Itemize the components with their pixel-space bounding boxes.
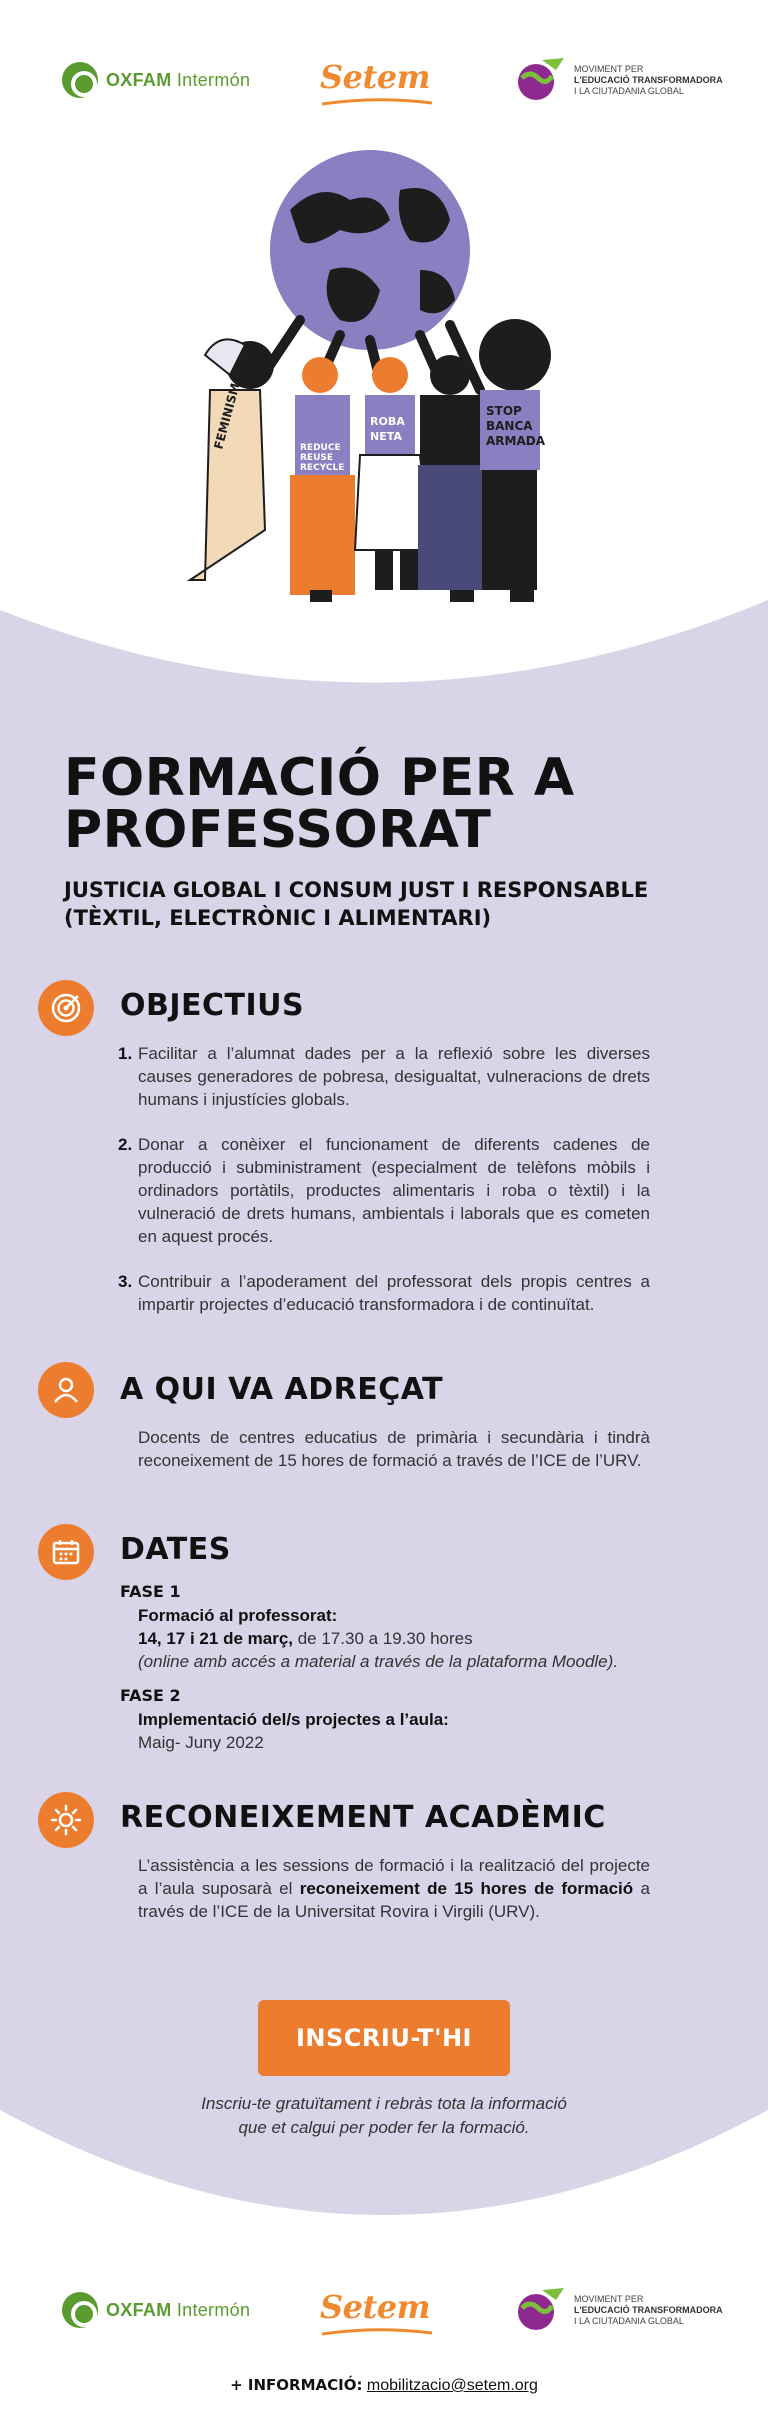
oxfam-icon xyxy=(62,62,98,98)
movement-globe-icon xyxy=(512,2286,568,2334)
sign-recycle: RECYCLE xyxy=(300,463,345,473)
badge-icon xyxy=(38,1792,94,1848)
page-title: FORMACIÓ PER A PROFESSORAT xyxy=(64,748,575,860)
movement-logo[interactable]: MOVIMENT PER L'EDUCACIÓ TRANSFORMADORA I LA CIUTADANIA GLOBAL xyxy=(512,2286,724,2334)
setem-logo[interactable]: Setem xyxy=(320,2288,430,2326)
page-subtitle: JUSTICIA GLOBAL I CONSUM JUST I RESPONSABLE (TÈXTIL, ELECTRÒNIC I ALIMENTARI) xyxy=(64,878,649,930)
signup-button[interactable]: INSCRIU-T'HI xyxy=(258,2000,510,2076)
person-icon xyxy=(38,1362,94,1418)
target-icon xyxy=(38,980,94,1036)
setem-logo[interactable]: Setem xyxy=(320,58,430,96)
recognition-text: L’assistència a les sessions de formació i la realització del projecte a l’aula suposarà el reconeixement de 15 hores de formació a través de l’ICE de la Universitat Rovira i Virgili (URV). xyxy=(138,1856,650,1921)
sign-feminism: FEMINISM xyxy=(211,381,243,451)
calendar-icon xyxy=(38,1524,94,1580)
sign-stop: STOP xyxy=(486,404,522,418)
recognition-heading: RECONEIXEMENT ACADÈMIC xyxy=(120,1800,606,1835)
setem-swoosh-icon xyxy=(322,2328,432,2338)
phase1-details: Formació al professorat: 14, 17 i 21 de març, de 17.30 a 19.30 hores (online amb accés a material a través de la plataforma Moodle). xyxy=(138,1606,619,1671)
audience-heading: A QUI VA ADREÇAT xyxy=(120,1372,444,1407)
signup-note: Inscriu-te gratuïtament i rebràs tota la informació que et calgui per poder fer la formació. xyxy=(201,2094,567,2137)
contact-line xyxy=(0,2376,768,2395)
oxfam-logo[interactable]: OXFAM Intermón xyxy=(62,62,250,98)
audience-text: Docents de centres educatius de primària i secundària i tindrà reconeixement de 15 hores de formació a través de l’ICE de l’URV. xyxy=(138,1428,650,1470)
objectius-heading: OBJECTIUS xyxy=(120,988,305,1023)
dates-heading: DATES xyxy=(120,1532,231,1567)
sign-armada: ARMADA xyxy=(486,434,546,448)
sign-reuse: REUSE xyxy=(300,453,334,463)
movement-globe-icon xyxy=(512,56,568,104)
objective-item: 3. Contribuir a l’apoderament del professorat dels propis centres a impartir projectes d’educació transformadora i de continuïtat. xyxy=(118,1272,650,1314)
sign-banca: BANCA xyxy=(486,419,533,433)
oxfam-icon xyxy=(62,2292,98,2328)
sign-neta: NETA xyxy=(370,430,402,443)
objectives-list xyxy=(118,1042,650,1338)
objective-item: 1. Facilitar a l’alumnat dades per a la reflexió sobre les diverses causes generadores de pobresa, desigualtat, vulneracions de drets humans i injustícies globals. xyxy=(118,1044,650,1109)
contact-label: + INFORMACIÓ: xyxy=(230,2376,363,2394)
sign-roba: ROBA xyxy=(370,415,405,428)
contact-email-link[interactable]: mobilitzacio@setem.org xyxy=(366,2377,538,2394)
phase2-details: Implementació del/s projectes a l’aula: Maig- Juny 2022 xyxy=(138,1710,449,1752)
movement-logo[interactable]: MOVIMENT PER L'EDUCACIÓ TRANSFORMADORA I LA CIUTADANIA GLOBAL xyxy=(512,56,724,104)
phase2-label: FASE 2 xyxy=(120,1686,181,1705)
top-logo-bar xyxy=(0,40,768,120)
objective-item: 2. Donar a conèixer el funcionament de diferents cadenes de producció i subministrament (especialment de telèfons mòbils i ordinadors portàtils, productes alimentaris i roba o tèxtil) i la vulneració de drets humans, ambientals i laborals que es cometen en aquest procés. xyxy=(118,1135,650,1246)
setem-swoosh-icon xyxy=(322,98,432,108)
oxfam-logo[interactable]: OXFAM Intermón xyxy=(62,2292,250,2328)
bottom-logo-bar xyxy=(0,2270,768,2350)
sign-reduce: REDUCE xyxy=(300,443,341,453)
phase1-label: FASE 1 xyxy=(120,1582,181,1601)
hero-illustration xyxy=(150,150,570,630)
